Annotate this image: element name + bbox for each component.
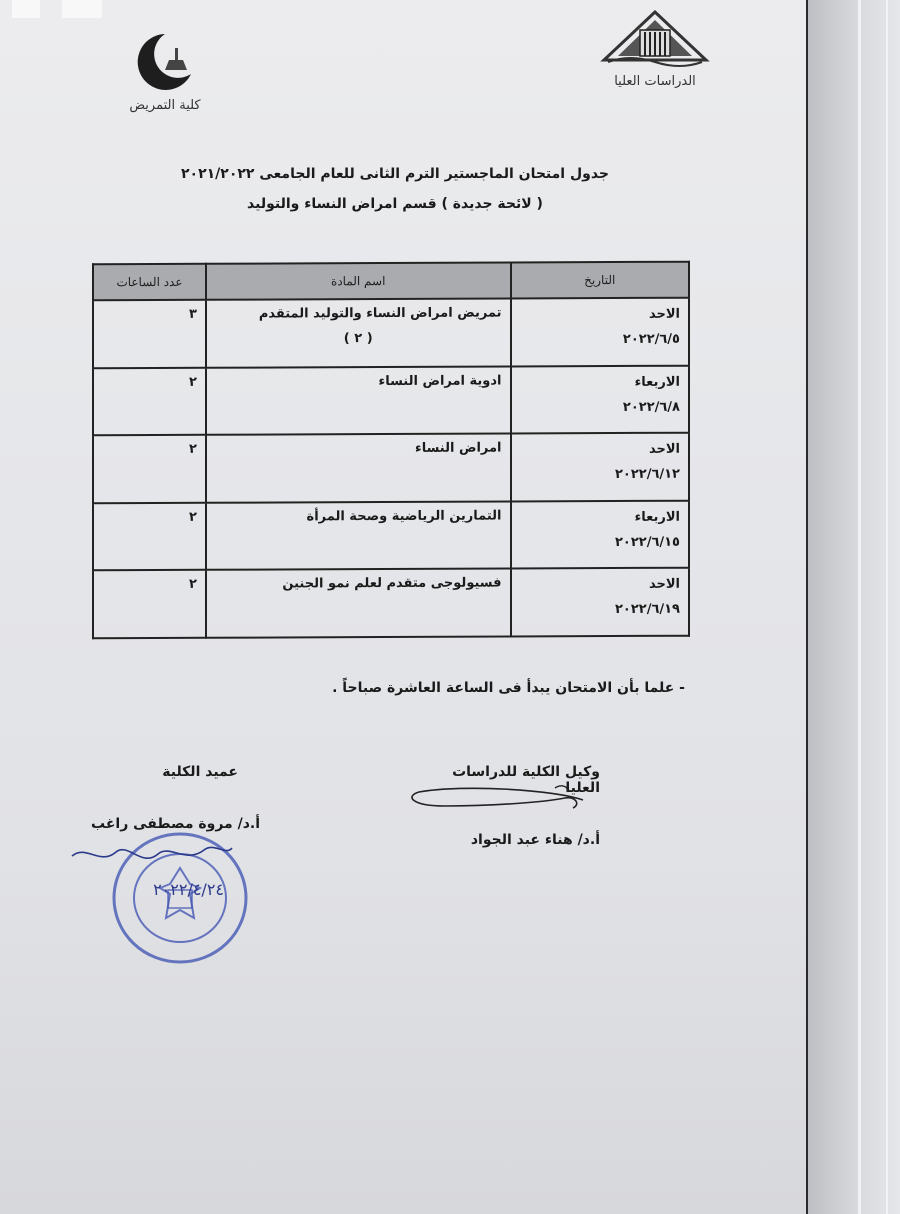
faculty-header [115,30,215,113]
hours-cell: ٢ [93,570,206,638]
date-cell [511,298,689,366]
page-edge [858,0,861,1214]
exam-time-note: - علما بأن الامتحان يبدأ فى الساعة العاشرة صباحاً . [332,680,685,696]
hours-cell: ٣ [93,300,206,368]
vice-dean-signature-icon [405,780,605,820]
dean-signature-icon [66,838,236,874]
nursing-faculty-label: كلية التمريض [129,98,201,113]
date-cell [511,500,689,568]
table-header-row [93,262,689,301]
header-date: التاريخ [511,262,689,299]
subject-cell [206,569,511,638]
subject-name: فسيولوجى متقدم لعلم نمو الجنين [282,575,502,592]
day-name: الاحد [648,577,680,593]
graduate-studies-label: الدراسات العليا [614,74,696,89]
document-title [180,166,610,212]
table-row [93,568,689,638]
subject-cell [206,366,511,435]
underlying-pages [800,0,900,1214]
exam-date: ٢٠٢٢/٦/١٥ [614,534,680,550]
hours-cell: ٢ [93,435,206,503]
stamp-date: ٢٠٢٢/٤/٢٤ [153,880,224,899]
subject-name: امراض النساء [415,440,502,457]
exam-date: ٢٠٢٢/٦/١٢ [614,466,680,483]
day-name: الاربعاء [634,374,680,390]
table-row [93,365,689,435]
hours-cell: ٢ [93,367,206,435]
exam-schedule-table [92,261,690,640]
dean-signature-block [60,764,260,832]
university-logo-icon [600,10,710,68]
subject-name: التمارين الرياضية وصحة المرأة [306,508,502,525]
header-subject: اسم المادة [206,262,511,299]
hours-cell: ٢ [93,503,206,571]
dean-title: عميد الكلية [162,764,238,780]
table-row [93,500,689,570]
title-line-2: ( لائحة جديدة ) قسم امراض النساء والتوليد [247,196,543,212]
date-cell [511,433,689,501]
day-name: الاحد [648,306,680,322]
dean-name: أ.د/ مروة مصطفى راغب [91,816,260,832]
vice-dean-name: أ.د/ هناء عبد الجواد [470,832,600,848]
nursing-crescent-logo-icon [125,30,205,92]
exam-date: ٢٠٢٢/٦/١٩ [614,602,680,618]
subject-name: تمريض امراض النساء والتوليد المتقدم [258,305,502,322]
page-edge [886,0,888,1214]
header-hours: عدد الساعات [93,264,206,300]
subject-cell [206,434,511,503]
table-row [93,298,689,368]
date-cell [511,568,689,636]
exam-date: ٢٠٢٢/٦/٥ [622,331,680,347]
university-header [600,10,710,89]
table-row [93,433,689,503]
glare [12,0,40,18]
subject-name: ادوية امراض النساء [378,373,502,389]
day-name: الاحد [648,441,680,458]
day-name: الاربعاء [634,509,680,525]
title-line-1: جدول امتحان الماجستير الترم الثانى للعام الجامعى ٢٠٢١/٢٠٢٢ [181,166,609,182]
subject-cell [206,298,511,367]
subject-cell [206,501,511,570]
subject-extra: ( ٢ ) [343,331,373,347]
vice-dean-title: وكيل الكلية للدراسات العليا [452,764,600,796]
exam-date: ٢٠٢٢/٦/٨ [622,399,680,415]
glare [62,0,102,18]
date-cell [511,365,689,433]
